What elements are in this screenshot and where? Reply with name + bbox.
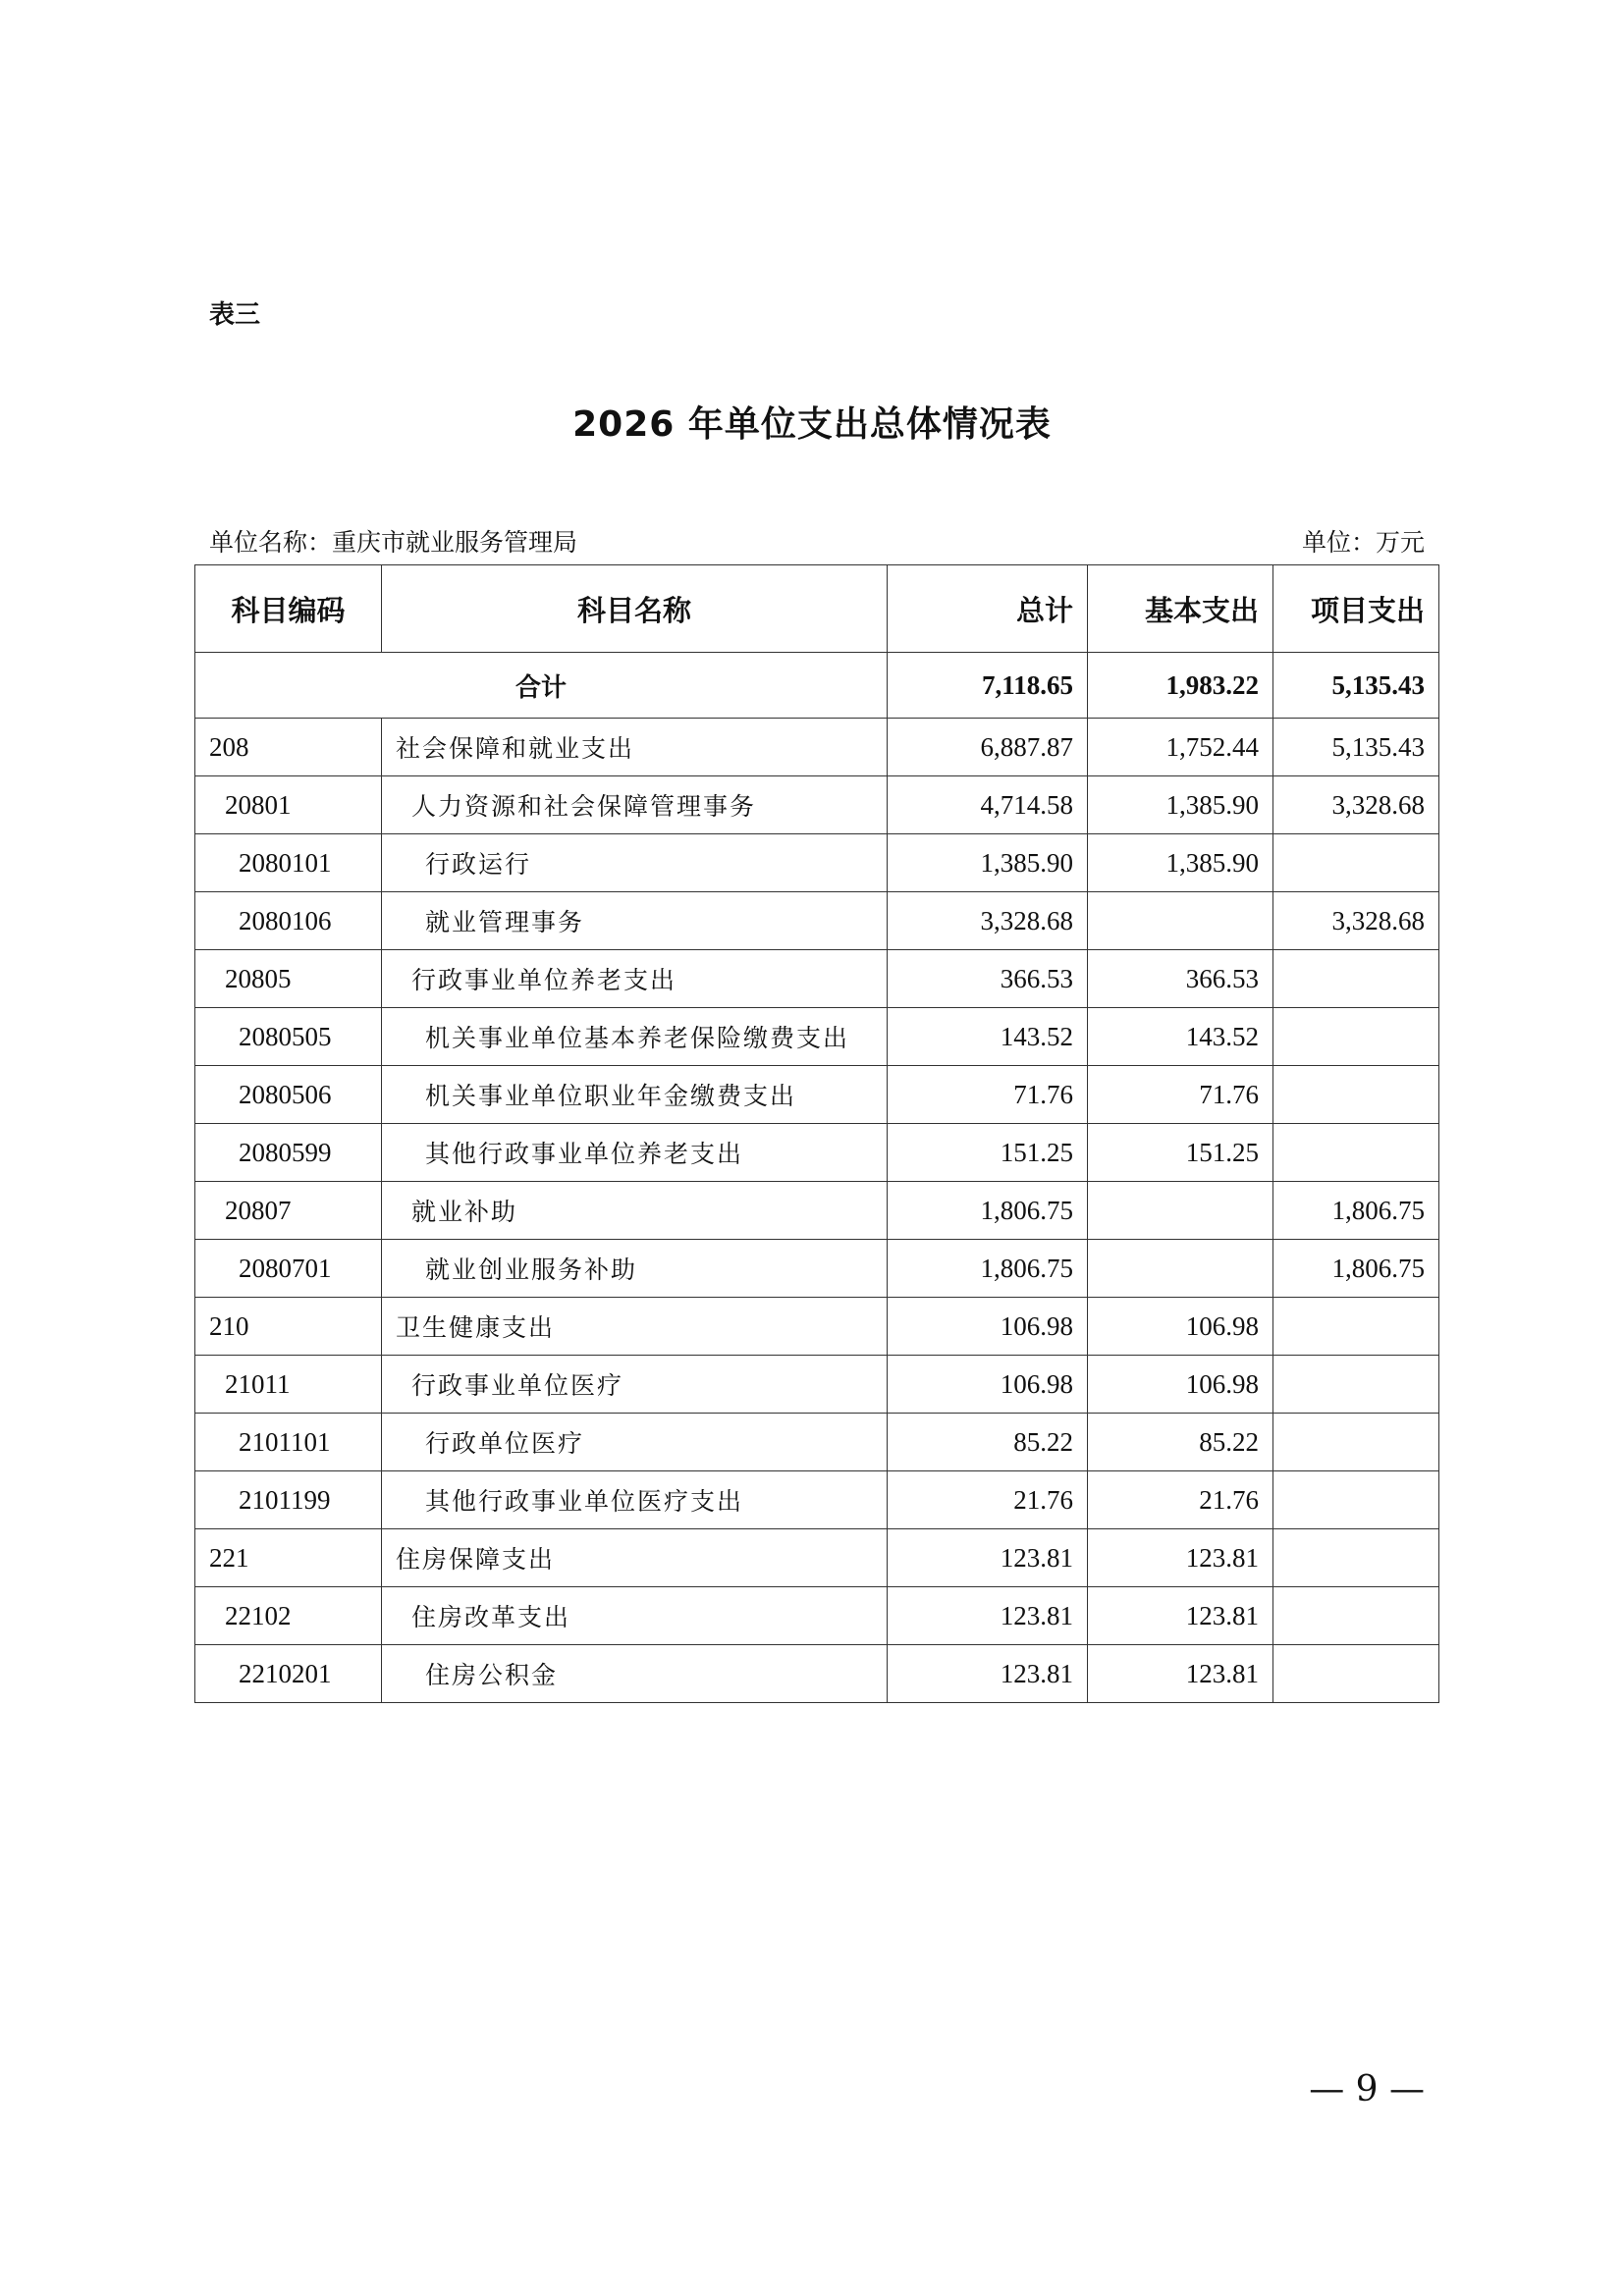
- total-amount: 151.25: [888, 1124, 1088, 1182]
- subject-code: 20801: [195, 776, 382, 834]
- total-amount: 3,328.68: [888, 892, 1088, 950]
- subject-name: 就业管理事务: [382, 892, 888, 950]
- total-amount: 106.98: [888, 1356, 1088, 1414]
- subject-name: 卫生健康支出: [382, 1298, 888, 1356]
- subject-code: 221: [195, 1529, 382, 1587]
- project-amount: [1273, 1471, 1439, 1529]
- project-amount: 5,135.43: [1273, 719, 1439, 776]
- basic-amount: [1088, 892, 1273, 950]
- basic-amount: 366.53: [1088, 950, 1273, 1008]
- table-row: [195, 1298, 1439, 1356]
- table-row: [195, 834, 1439, 892]
- subject-code: 2080106: [195, 892, 382, 950]
- subject-name: 其他行政事业单位养老支出: [382, 1124, 888, 1182]
- basic-amount: 123.81: [1088, 1529, 1273, 1587]
- total-amount: 6,887.87: [888, 719, 1088, 776]
- header-basic-expenditure: 基本支出: [1088, 565, 1273, 653]
- total-amount: 123.81: [888, 1529, 1088, 1587]
- total-basic: 1,983.22: [1088, 653, 1273, 719]
- table-header-row: [195, 565, 1439, 653]
- project-amount: 1,806.75: [1273, 1240, 1439, 1298]
- total-amount: 123.81: [888, 1587, 1088, 1645]
- document-title: 2026 年单位支出总体情况表: [572, 404, 1052, 445]
- basic-amount: 151.25: [1088, 1124, 1273, 1182]
- total-amount: 85.22: [888, 1414, 1088, 1471]
- total-amount: 71.76: [888, 1066, 1088, 1124]
- basic-amount: [1088, 1240, 1273, 1298]
- basic-amount: [1088, 1182, 1273, 1240]
- subject-name: 机关事业单位基本养老保险缴费支出: [382, 1008, 888, 1066]
- basic-amount: 1,752.44: [1088, 719, 1273, 776]
- subject-name: 机关事业单位职业年金缴费支出: [382, 1066, 888, 1124]
- subject-code: 210: [195, 1298, 382, 1356]
- header-subject-code: 科目编码: [195, 565, 382, 653]
- basic-amount: 123.81: [1088, 1587, 1273, 1645]
- page-number: — 9 —: [1309, 2069, 1425, 2109]
- table-row: [195, 1124, 1439, 1182]
- total-amount: 1,385.90: [888, 834, 1088, 892]
- total-amount: 21.76: [888, 1471, 1088, 1529]
- subject-code: 2080101: [195, 834, 382, 892]
- table-row: [195, 776, 1439, 834]
- project-amount: [1273, 1008, 1439, 1066]
- subject-name: 住房公积金: [382, 1645, 888, 1703]
- subject-code: 20807: [195, 1182, 382, 1240]
- total-amount: 123.81: [888, 1645, 1088, 1703]
- subject-code: 2101199: [195, 1471, 382, 1529]
- subject-code: 2080505: [195, 1008, 382, 1066]
- project-amount: [1273, 1066, 1439, 1124]
- expenditure-table: [194, 564, 1439, 1703]
- total-amount: 1,806.75: [888, 1240, 1088, 1298]
- subject-code: 21011: [195, 1356, 382, 1414]
- basic-amount: 71.76: [1088, 1066, 1273, 1124]
- project-amount: [1273, 1356, 1439, 1414]
- project-amount: [1273, 1298, 1439, 1356]
- subject-code: 20805: [195, 950, 382, 1008]
- basic-amount: 106.98: [1088, 1356, 1273, 1414]
- subject-name: 就业补助: [382, 1182, 888, 1240]
- basic-amount: 1,385.90: [1088, 834, 1273, 892]
- project-amount: 3,328.68: [1273, 892, 1439, 950]
- subject-name: 住房保障支出: [382, 1529, 888, 1587]
- total-amount: 1,806.75: [888, 1182, 1088, 1240]
- subject-name: 人力资源和社会保障管理事务: [382, 776, 888, 834]
- subject-name: 行政事业单位医疗: [382, 1356, 888, 1414]
- project-amount: [1273, 1587, 1439, 1645]
- subject-code: 22102: [195, 1587, 382, 1645]
- table-row: [195, 892, 1439, 950]
- header-project-expenditure: 项目支出: [1273, 565, 1439, 653]
- basic-amount: 85.22: [1088, 1414, 1273, 1471]
- basic-amount: 1,385.90: [1088, 776, 1273, 834]
- subject-code: 2080506: [195, 1066, 382, 1124]
- subject-name: 社会保障和就业支出: [382, 719, 888, 776]
- table-row: [195, 950, 1439, 1008]
- subject-name: 其他行政事业单位医疗支出: [382, 1471, 888, 1529]
- table-row: [195, 1008, 1439, 1066]
- table-row: [195, 1356, 1439, 1414]
- table-row: [195, 1645, 1439, 1703]
- subject-name: 行政事业单位养老支出: [382, 950, 888, 1008]
- header-subject-name: 科目名称: [382, 565, 888, 653]
- project-amount: [1273, 1529, 1439, 1587]
- total-row: [195, 653, 1439, 719]
- unit-name: 单位名称：重庆市就业服务管理局: [209, 528, 578, 557]
- table-row: [195, 1471, 1439, 1529]
- total-amount: 366.53: [888, 950, 1088, 1008]
- total-amount: 106.98: [888, 1298, 1088, 1356]
- subject-name: 行政运行: [382, 834, 888, 892]
- basic-amount: 123.81: [1088, 1645, 1273, 1703]
- subject-code: 2101101: [195, 1414, 382, 1471]
- total-amount: 4,714.58: [888, 776, 1088, 834]
- basic-amount: 143.52: [1088, 1008, 1273, 1066]
- table-label: 表三: [209, 300, 261, 330]
- project-amount: [1273, 1124, 1439, 1182]
- header-total: 总计: [888, 565, 1088, 653]
- project-amount: [1273, 1645, 1439, 1703]
- total-sum: 7,118.65: [888, 653, 1088, 719]
- total-label: 合计: [195, 653, 888, 719]
- subject-name: 住房改革支出: [382, 1587, 888, 1645]
- table-row: [195, 1587, 1439, 1645]
- project-amount: [1273, 1414, 1439, 1471]
- table-row: [195, 1240, 1439, 1298]
- table-row: [195, 1066, 1439, 1124]
- basic-amount: 21.76: [1088, 1471, 1273, 1529]
- table-row: [195, 1182, 1439, 1240]
- subject-name: 就业创业服务补助: [382, 1240, 888, 1298]
- table-row: [195, 719, 1439, 776]
- subject-code: 2080701: [195, 1240, 382, 1298]
- table-row: [195, 1414, 1439, 1471]
- project-amount: [1273, 950, 1439, 1008]
- subject-code: 2210201: [195, 1645, 382, 1703]
- subject-code: 208: [195, 719, 382, 776]
- project-amount: 3,328.68: [1273, 776, 1439, 834]
- subject-name: 行政单位医疗: [382, 1414, 888, 1471]
- project-amount: [1273, 834, 1439, 892]
- total-amount: 143.52: [888, 1008, 1088, 1066]
- project-amount: 1,806.75: [1273, 1182, 1439, 1240]
- subject-code: 2080599: [195, 1124, 382, 1182]
- table-row: [195, 1529, 1439, 1587]
- basic-amount: 106.98: [1088, 1298, 1273, 1356]
- total-project: 5,135.43: [1273, 653, 1439, 719]
- unit-of-measure: 单位：万元: [1301, 528, 1425, 557]
